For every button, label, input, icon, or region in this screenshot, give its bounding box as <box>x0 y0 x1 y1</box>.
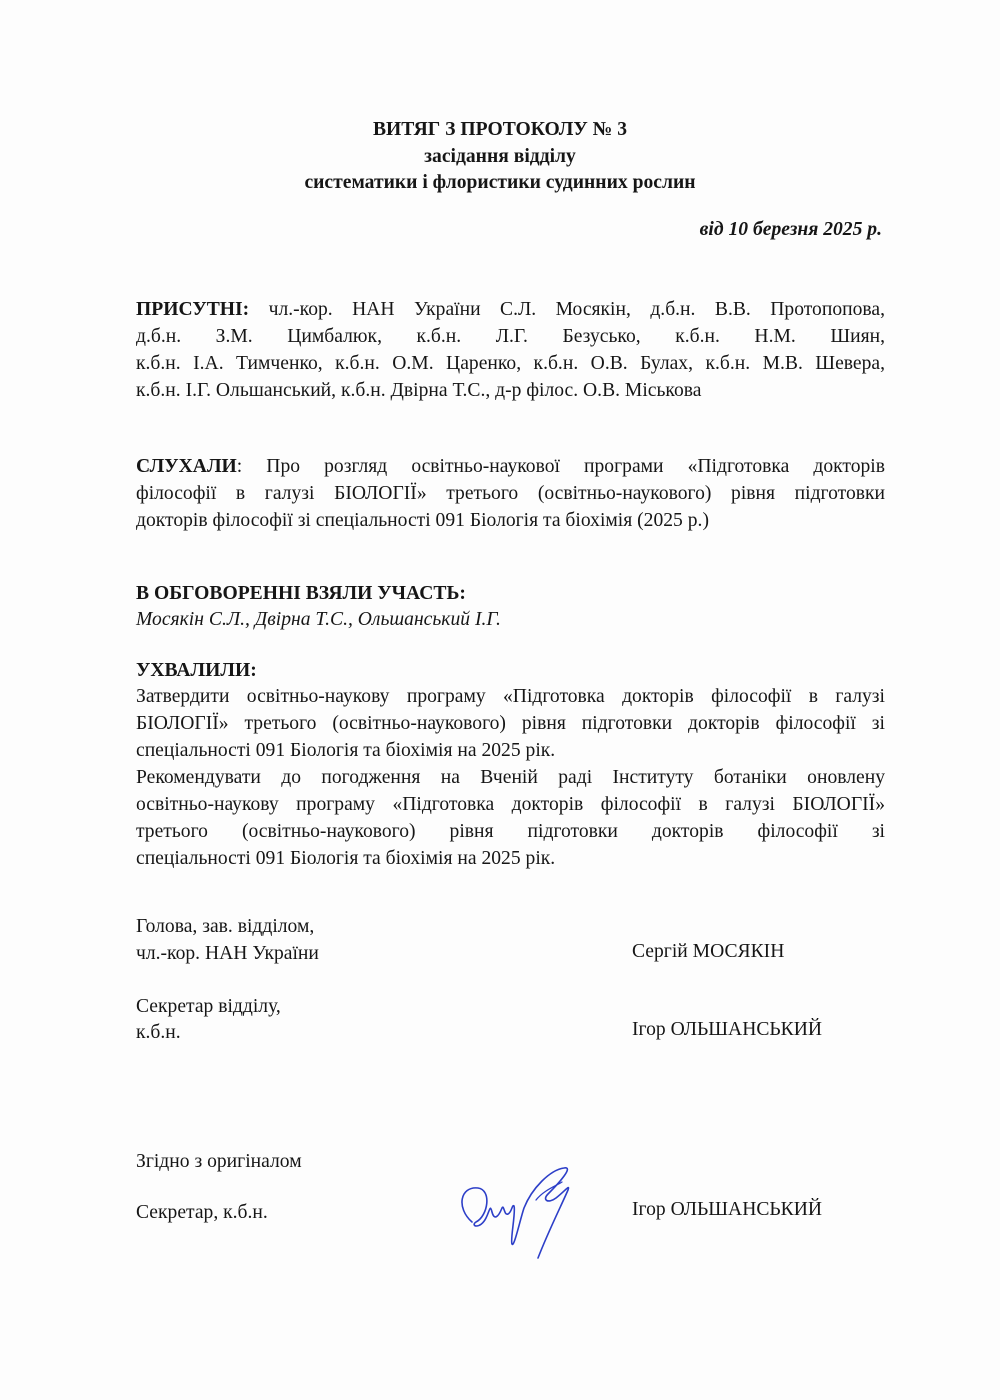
resolved-section <box>136 683 885 872</box>
discussion-participants: Мосякін С.Л., Двірна Т.С., Ольшанський І.Г. <box>136 609 501 630</box>
chair-name: Сергій МОСЯКІН <box>632 941 785 962</box>
resolved-line-1: Затвердити освітньо-наукову програму «Підготовка докторів філософії в галузі <box>136 686 885 707</box>
copy-certification-note: Згідно з оригіналом <box>136 1151 302 1172</box>
document-title: ВИТЯГ З ПРОТОКОЛУ № 3 <box>372 119 628 140</box>
resolved-line-4: Рекомендувати до погодження на Вченій раді Інституту ботаніки оновлену <box>136 767 885 788</box>
secretary-position-line-2: к.б.н. <box>136 1022 181 1043</box>
resolved-label: УХВАЛИЛИ: <box>136 660 257 681</box>
present-line-3: к.б.н. І.А. Тимченко, к.б.н. О.М. Царенко, к.б.н. О.В. Булах, к.б.н. М.В. Шевера, <box>136 353 885 374</box>
heard-line-2: філософії в галузі БІОЛОГІЇ» третього (освітньо-наукового) рівня підготовки <box>136 483 885 504</box>
discussion-label: В ОБГОВОРЕННІ ВЗЯЛИ УЧАСТЬ: <box>136 583 466 604</box>
heard-label: СЛУХАЛИ <box>136 456 237 477</box>
department-name: систематики і флористики судинних рослин <box>304 172 696 193</box>
resolved-line-7: спеціальності 091 Біологія та біохімія на 2025 рік. <box>136 848 556 869</box>
certifying-secretary-position: Секретар, к.б.н. <box>136 1202 268 1223</box>
present-line-4: к.б.н. І.Г. Ольшанський, к.б.н. Двірна Т.С., д-р філос. О.В. Міськова <box>136 380 702 401</box>
present-label: ПРИСУТНІ: <box>136 299 250 320</box>
present-line-1: ПРИСУТНІ: чл.-кор. НАН України С.Л. Мосякін, д.б.н. В.В. Протопопова, <box>136 299 885 320</box>
chair-position-line-1: Голова, зав. відділом, <box>136 916 315 937</box>
document-subtitle: засідання відділу <box>424 146 576 167</box>
heard-line-3: докторів філософії зі спеціальності 091 Біологія та біохімія (2025 р.) <box>136 510 709 531</box>
chair-position-line-2: чл.-кор. НАН України <box>136 943 319 964</box>
present-section <box>136 296 885 404</box>
secretary-position-line-1: Секретар відділу, <box>136 996 281 1017</box>
handwritten-signature <box>452 1160 592 1270</box>
protocol-date: від 10 березня 2025 р. <box>699 219 882 240</box>
heard-section <box>136 453 885 534</box>
heard-line-1: СЛУХАЛИ: Про розгляд освітньо-наукової програми «Підготовка докторів <box>136 456 885 477</box>
present-line-2: д.б.н. З.М. Цимбалюк, к.б.н. Л.Г. Безусько, к.б.н. Н.М. Шиян, <box>136 326 885 347</box>
resolved-line-2: БІОЛОГІЇ» третього (освітньо-наукового) рівня підготовки докторів філософії зі <box>136 713 885 734</box>
resolved-line-3: спеціальності 091 Біологія та біохімія на 2025 рік. <box>136 740 556 761</box>
resolved-line-6: третього (освітньо-наукового) рівня підготовки докторів філософії зі <box>136 821 885 842</box>
secretary-name: Ігор ОЛЬШАНСЬКИЙ <box>632 1019 823 1040</box>
certifying-secretary-name: Ігор ОЛЬШАНСЬКИЙ <box>632 1199 823 1220</box>
resolved-line-5: освітньо-наукову програму «Підготовка докторів філософії в галузі БІОЛОГІЇ» <box>136 794 885 815</box>
